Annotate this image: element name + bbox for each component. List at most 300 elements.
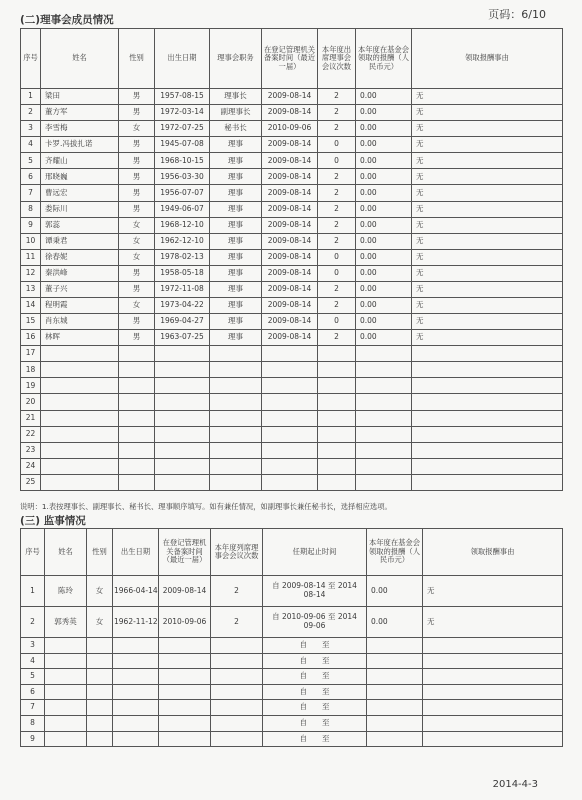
header-cell: 理事会职务 [210, 29, 262, 89]
board-cell-pay: 0.00 [356, 201, 412, 217]
supervisor-cell-term [263, 607, 367, 638]
table-row [21, 474, 563, 490]
supervisor-cell-pay [367, 700, 423, 716]
board-cell-birth [155, 362, 210, 378]
supervisor-cell-name [45, 700, 87, 716]
board-cell-name: 梁田 [41, 89, 119, 105]
board-cell-count: 2 [318, 233, 356, 249]
supervisor-cell-date: 2010-09-06 [159, 607, 211, 638]
board-cell-role [210, 346, 262, 362]
table-row [21, 217, 563, 233]
header-cell: 在登记管理机关备案时间（最近一届） [159, 529, 211, 576]
board-cell-role: 理事 [210, 298, 262, 314]
board-cell-role: 秘书长 [210, 121, 262, 137]
supervisor-cell-birth [113, 684, 159, 700]
board-cell-reason [412, 458, 563, 474]
supervisor-cell-reason [423, 653, 563, 669]
board-cell-name: 董子兴 [41, 281, 119, 297]
supervisor-cell-name [45, 653, 87, 669]
header-cell: 本年度列席理事会会议次数 [211, 529, 263, 576]
board-cell-birth [155, 458, 210, 474]
board-cell-count: 2 [318, 281, 356, 297]
board-cell-sex: 男 [119, 185, 155, 201]
board-cell-date: 2009-08-14 [262, 153, 318, 169]
supervisor-cell-count [211, 715, 263, 731]
board-cell-pay [356, 474, 412, 490]
header-cell: 本年度出席理事会会议次数 [318, 29, 356, 89]
board-cell-pay: 0.00 [356, 233, 412, 249]
board-cell-date [262, 394, 318, 410]
supervisor-cell-pay: 0.00 [367, 576, 423, 607]
board-cell-no: 3 [21, 121, 41, 137]
board-cell-pay: 0.00 [356, 265, 412, 281]
supervisor-cell-pay [367, 731, 423, 747]
supervisor-cell-birth: 1962-11-12 [113, 607, 159, 638]
board-cell-count [318, 426, 356, 442]
board-cell-no: 5 [21, 153, 41, 169]
table-row [21, 458, 563, 474]
board-cell-reason: 无 [412, 169, 563, 185]
board-cell-reason: 无 [412, 314, 563, 330]
table-row [21, 249, 563, 265]
board-cell-date: 2009-08-14 [262, 217, 318, 233]
board-cell-sex: 男 [119, 137, 155, 153]
supervisor-cell-count [211, 638, 263, 654]
supervisor-cell-sex: 女 [87, 607, 113, 638]
page-number: 页码：6/10 [488, 8, 546, 21]
board-cell-sex: 男 [119, 153, 155, 169]
header-cell: 任期起止时间 [263, 529, 367, 576]
supervisor-cell-sex [87, 669, 113, 685]
board-cell-pay: 0.00 [356, 185, 412, 201]
board-cell-count: 0 [318, 314, 356, 330]
supervisor-cell-name: 郭秀英 [45, 607, 87, 638]
table-row [21, 731, 563, 747]
supervisor-cell-birth [113, 731, 159, 747]
board-cell-no: 15 [21, 314, 41, 330]
board-cell-reason: 无 [412, 89, 563, 105]
board-cell-name [41, 442, 119, 458]
board-cell-no: 10 [21, 233, 41, 249]
table-row [21, 653, 563, 669]
board-cell-reason [412, 378, 563, 394]
supervisor-cell-reason [423, 638, 563, 654]
header-cell: 姓名 [41, 29, 119, 89]
supervisor-cell-pay [367, 684, 423, 700]
board-cell-sex [119, 426, 155, 442]
board-cell-sex [119, 458, 155, 474]
supervisors-table [20, 528, 563, 747]
supervisor-cell-date [159, 653, 211, 669]
board-cell-reason [412, 346, 563, 362]
supervisor-cell-term: 自 至 [263, 653, 367, 669]
board-cell-date [262, 426, 318, 442]
board-cell-role: 理事 [210, 281, 262, 297]
board-cell-birth [155, 426, 210, 442]
board-cell-name: 徐春妮 [41, 249, 119, 265]
table-row [21, 233, 563, 249]
board-cell-name: 肖东城 [41, 314, 119, 330]
term-start-line: 自 2010-09-06 至 2014 [272, 612, 357, 622]
supervisor-cell-pay [367, 653, 423, 669]
board-cell-reason [412, 410, 563, 426]
board-cell-name [41, 474, 119, 490]
board-cell-birth [155, 378, 210, 394]
board-cell-no: 8 [21, 201, 41, 217]
header-cell: 序号 [21, 529, 45, 576]
board-cell-pay: 0.00 [356, 89, 412, 105]
board-cell-pay: 0.00 [356, 105, 412, 121]
supervisor-cell-count: 2 [211, 576, 263, 607]
header-cell: 领取报酬事由 [423, 529, 563, 576]
board-cell-role: 理事 [210, 249, 262, 265]
board-cell-reason: 无 [412, 217, 563, 233]
supervisor-cell-term: 自 至 [263, 684, 367, 700]
board-cell-role [210, 394, 262, 410]
board-cell-name: 娄际川 [41, 201, 119, 217]
board-cell-pay: 0.00 [356, 217, 412, 233]
supervisor-cell-birth: 1966-04-14 [113, 576, 159, 607]
board-cell-no: 13 [21, 281, 41, 297]
table-row [21, 153, 563, 169]
board-cell-role [210, 458, 262, 474]
board-cell-pay: 0.00 [356, 153, 412, 169]
supervisor-cell-sex: 女 [87, 576, 113, 607]
board-cell-name: 郭蕊 [41, 217, 119, 233]
supervisor-cell-name: 陈玲 [45, 576, 87, 607]
board-cell-role: 理事 [210, 153, 262, 169]
board-cell-birth: 1978-02-13 [155, 249, 210, 265]
board-cell-no: 20 [21, 394, 41, 410]
board-cell-pay: 0.00 [356, 281, 412, 297]
supervisor-cell-reason [423, 669, 563, 685]
supervisor-cell-date [159, 715, 211, 731]
supervisor-cell-reason [423, 715, 563, 731]
board-cell-no: 18 [21, 362, 41, 378]
supervisor-cell-birth [113, 700, 159, 716]
board-cell-count [318, 346, 356, 362]
supervisor-cell-no: 8 [21, 715, 45, 731]
table-row [21, 442, 563, 458]
supervisor-cell-name [45, 731, 87, 747]
supervisor-cell-sex [87, 653, 113, 669]
supervisor-cell-no: 5 [21, 669, 45, 685]
board-cell-sex: 女 [119, 233, 155, 249]
table-row [21, 105, 563, 121]
table-row [21, 669, 563, 685]
board-cell-reason [412, 362, 563, 378]
table-row [21, 410, 563, 426]
board-cell-pay: 0.00 [356, 314, 412, 330]
board-cell-birth: 1958-05-18 [155, 265, 210, 281]
board-cell-count: 2 [318, 201, 356, 217]
table-row [21, 426, 563, 442]
board-cell-role: 理事 [210, 314, 262, 330]
table-note: 说明：1.表按理事长、副理事长、秘书长、理事顺序填写。如有兼任情况，如副理事长兼任秘书长，选择相应选项。 [20, 502, 392, 511]
board-cell-date: 2009-08-14 [262, 233, 318, 249]
board-cell-role: 理事 [210, 233, 262, 249]
board-cell-no: 12 [21, 265, 41, 281]
board-cell-sex: 男 [119, 105, 155, 121]
board-cell-pay: 0.00 [356, 137, 412, 153]
board-cell-role: 理事 [210, 201, 262, 217]
board-cell-birth: 1968-12-10 [155, 217, 210, 233]
supervisor-cell-sex [87, 700, 113, 716]
header-cell: 在登记管理机关备案时间（最近一届） [262, 29, 318, 89]
board-cell-count: 2 [318, 217, 356, 233]
board-cell-pay: 0.00 [356, 169, 412, 185]
table-row [21, 362, 563, 378]
board-cell-date: 2009-08-14 [262, 89, 318, 105]
board-cell-name: 董方军 [41, 105, 119, 121]
board-cell-date: 2009-08-14 [262, 105, 318, 121]
board-cell-no: 22 [21, 426, 41, 442]
supervisor-cell-date [159, 669, 211, 685]
board-cell-reason [412, 394, 563, 410]
board-cell-reason: 无 [412, 330, 563, 346]
board-cell-birth: 1969-04-27 [155, 314, 210, 330]
board-cell-name [41, 378, 119, 394]
table-row [21, 201, 563, 217]
table-row [21, 121, 563, 137]
board-cell-role [210, 378, 262, 394]
supervisor-cell-reason [423, 700, 563, 716]
header-cell: 姓名 [45, 529, 87, 576]
board-cell-no: 25 [21, 474, 41, 490]
board-cell-date [262, 362, 318, 378]
table-row [21, 265, 563, 281]
board-cell-count: 2 [318, 121, 356, 137]
board-cell-reason: 无 [412, 121, 563, 137]
board-cell-name: 卡罗.冯拔扎诺 [41, 137, 119, 153]
board-cell-count: 2 [318, 185, 356, 201]
board-cell-no: 4 [21, 137, 41, 153]
board-cell-name [41, 346, 119, 362]
board-cell-birth: 1956-07-07 [155, 185, 210, 201]
board-cell-date: 2009-08-14 [262, 185, 318, 201]
header-cell: 序号 [21, 29, 41, 89]
board-cell-count [318, 378, 356, 394]
supervisor-cell-no: 6 [21, 684, 45, 700]
board-cell-name: 谭秉君 [41, 233, 119, 249]
table-row [21, 576, 563, 607]
table-row [21, 169, 563, 185]
board-cell-sex: 男 [119, 314, 155, 330]
board-cell-no: 16 [21, 330, 41, 346]
supervisor-cell-date [159, 638, 211, 654]
supervisor-cell-birth [113, 715, 159, 731]
board-cell-date: 2009-08-14 [262, 281, 318, 297]
board-cell-name [41, 426, 119, 442]
board-cell-count [318, 394, 356, 410]
board-cell-role: 理事 [210, 330, 262, 346]
supervisor-cell-sex [87, 715, 113, 731]
board-cell-date [262, 442, 318, 458]
board-cell-reason: 无 [412, 105, 563, 121]
board-cell-role [210, 442, 262, 458]
supervisor-cell-date [159, 731, 211, 747]
supervisor-cell-sex [87, 684, 113, 700]
board-cell-sex [119, 474, 155, 490]
board-cell-birth: 1949-06-07 [155, 201, 210, 217]
supervisor-cell-reason [423, 731, 563, 747]
board-cell-name [41, 410, 119, 426]
board-cell-date [262, 474, 318, 490]
supervisor-cell-pay [367, 715, 423, 731]
board-cell-count: 0 [318, 265, 356, 281]
table-row [21, 89, 563, 105]
board-cell-birth: 1973-04-22 [155, 298, 210, 314]
board-cell-count: 2 [318, 105, 356, 121]
board-cell-count: 2 [318, 169, 356, 185]
board-cell-name: 李雪梅 [41, 121, 119, 137]
supervisor-cell-name [45, 638, 87, 654]
board-cell-no: 7 [21, 185, 41, 201]
supervisor-cell-pay: 0.00 [367, 607, 423, 638]
supervisor-cell-count [211, 700, 263, 716]
board-cell-sex: 男 [119, 89, 155, 105]
supervisor-cell-no: 7 [21, 700, 45, 716]
board-cell-date: 2009-08-14 [262, 169, 318, 185]
supervisor-cell-birth [113, 653, 159, 669]
term-start-line: 自 2009-08-14 至 2014 [272, 581, 357, 591]
board-cell-reason [412, 426, 563, 442]
header-cell: 性别 [87, 529, 113, 576]
supervisor-cell-date [159, 684, 211, 700]
table-row [21, 378, 563, 394]
board-cell-reason: 无 [412, 265, 563, 281]
table-row [21, 638, 563, 654]
board-cell-sex [119, 378, 155, 394]
board-cell-sex [119, 442, 155, 458]
board-cell-count [318, 362, 356, 378]
board-cell-count: 2 [318, 330, 356, 346]
supervisor-cell-term: 自 至 [263, 731, 367, 747]
footer-date: 2014-4-3 [492, 779, 538, 790]
board-cell-birth: 1963-07-25 [155, 330, 210, 346]
board-cell-pay [356, 458, 412, 474]
board-cell-no: 19 [21, 378, 41, 394]
board-cell-pay [356, 394, 412, 410]
term-end-line: 08-14 [303, 590, 326, 599]
board-cell-birth: 1957-08-15 [155, 89, 210, 105]
board-cell-birth [155, 474, 210, 490]
board-cell-date: 2009-08-14 [262, 249, 318, 265]
board-cell-date: 2009-08-14 [262, 314, 318, 330]
table-row [21, 330, 563, 346]
board-cell-pay [356, 378, 412, 394]
board-cell-no: 17 [21, 346, 41, 362]
board-cell-count [318, 442, 356, 458]
supervisor-cell-term: 自 至 [263, 638, 367, 654]
board-cell-reason: 无 [412, 137, 563, 153]
board-cell-count: 2 [318, 298, 356, 314]
header-cell: 出生日期 [155, 29, 210, 89]
supervisor-cell-pay [367, 638, 423, 654]
board-cell-role: 理事 [210, 137, 262, 153]
board-cell-date [262, 346, 318, 362]
board-cell-birth: 1972-07-25 [155, 121, 210, 137]
board-cell-sex [119, 394, 155, 410]
board-cell-date [262, 458, 318, 474]
board-cell-sex: 男 [119, 169, 155, 185]
supervisor-cell-sex [87, 731, 113, 747]
board-section-title: (二)理事会成员情况 [20, 14, 114, 26]
board-cell-sex: 男 [119, 265, 155, 281]
board-cell-date: 2009-08-14 [262, 330, 318, 346]
board-cell-pay [356, 362, 412, 378]
board-cell-name [41, 394, 119, 410]
board-cell-pay: 0.00 [356, 249, 412, 265]
board-cell-sex: 男 [119, 330, 155, 346]
table-row [21, 684, 563, 700]
board-cell-count: 0 [318, 137, 356, 153]
table-row [21, 298, 563, 314]
supervisor-cell-no: 2 [21, 607, 45, 638]
header-cell: 出生日期 [113, 529, 159, 576]
table-row [21, 281, 563, 297]
supervisor-cell-birth [113, 669, 159, 685]
supervisor-cell-no: 1 [21, 576, 45, 607]
board-cell-sex: 女 [119, 249, 155, 265]
board-cell-count [318, 474, 356, 490]
board-cell-reason: 无 [412, 201, 563, 217]
supervisor-cell-reason: 无 [423, 576, 563, 607]
supervisor-cell-term: 自 至 [263, 669, 367, 685]
board-cell-pay [356, 426, 412, 442]
board-cell-role: 理事 [210, 185, 262, 201]
board-cell-reason [412, 474, 563, 490]
supervisor-cell-reason [423, 684, 563, 700]
board-cell-birth: 1962-12-10 [155, 233, 210, 249]
board-cell-role [210, 474, 262, 490]
board-cell-reason: 无 [412, 281, 563, 297]
board-cell-birth: 1945-07-08 [155, 137, 210, 153]
board-cell-sex: 男 [119, 201, 155, 217]
board-cell-count: 2 [318, 89, 356, 105]
board-cell-count [318, 410, 356, 426]
board-cell-reason: 无 [412, 233, 563, 249]
board-cell-name: 程明霞 [41, 298, 119, 314]
board-header-row [21, 29, 563, 89]
supervisor-cell-count: 2 [211, 607, 263, 638]
board-cell-role [210, 410, 262, 426]
board-cell-sex: 女 [119, 121, 155, 137]
supervisor-cell-term: 自 至 [263, 700, 367, 716]
supervisor-cell-reason: 无 [423, 607, 563, 638]
board-cell-name: 秦洪峰 [41, 265, 119, 281]
board-cell-role: 理事 [210, 169, 262, 185]
header-cell: 性别 [119, 29, 155, 89]
board-cell-reason [412, 442, 563, 458]
table-row [21, 394, 563, 410]
supervisor-cell-no: 4 [21, 653, 45, 669]
term-end-line: 09-06 [303, 621, 326, 630]
table-row [21, 137, 563, 153]
board-cell-birth [155, 410, 210, 426]
board-cell-count: 0 [318, 249, 356, 265]
board-cell-sex [119, 410, 155, 426]
board-cell-role: 副理事长 [210, 105, 262, 121]
board-cell-no: 9 [21, 217, 41, 233]
board-cell-name [41, 458, 119, 474]
supervisors-header-row [21, 529, 563, 576]
supervisor-cell-count [211, 684, 263, 700]
board-cell-no: 21 [21, 410, 41, 426]
board-cell-no: 24 [21, 458, 41, 474]
board-cell-name [41, 362, 119, 378]
board-cell-role: 理事 [210, 217, 262, 233]
